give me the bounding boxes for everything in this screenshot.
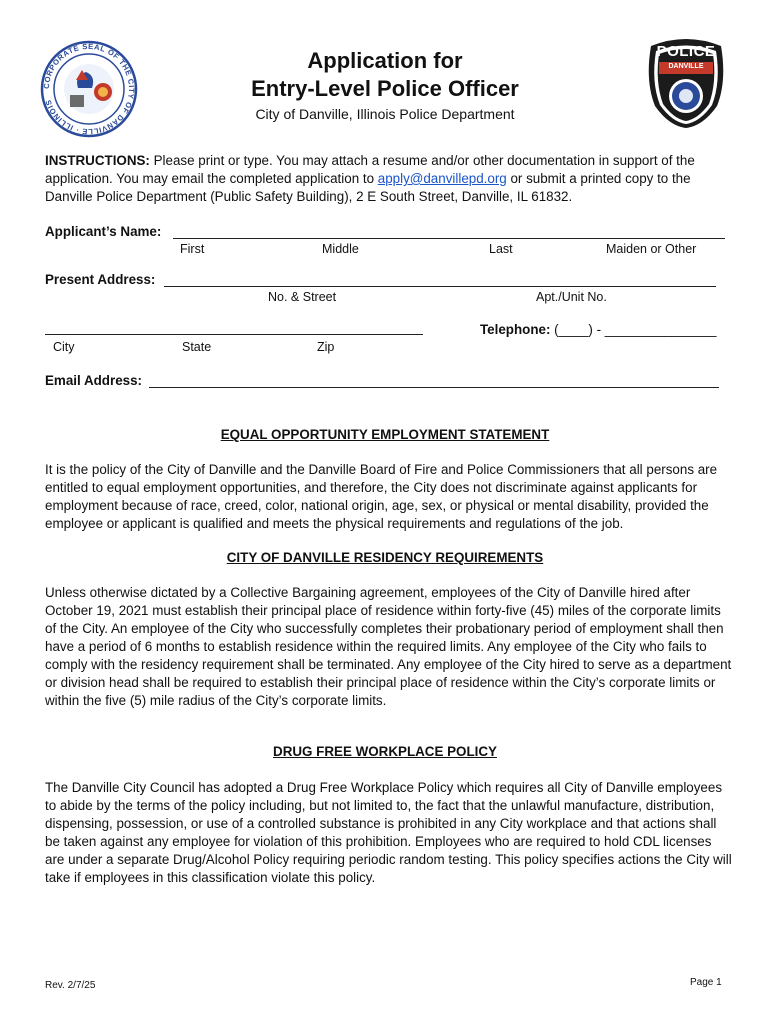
email-address-field[interactable] — [149, 387, 719, 388]
application-email-link[interactable]: apply@danvillepd.org — [377, 171, 507, 186]
svg-text:CORPORATE SEAL OF THE CITY OF: CORPORATE SEAL OF THE CITY OF DANVILLE · ILLINOIS — [41, 41, 137, 137]
drug-free-paragraph: The Danville City Council has adopted a Drug Free Workplace Policy which requires all City of Danville employees to abide by the terms of the policy including, but not limited to, the fact that the unlawful manufacture, distribution, dispensing, possession, or use of a controlled substance is prohibited in any City workplace and that actions shall be taken against any employee for violation of this prohibition. Employees who are required to hold CDL licenses are under a separate Drug/Alcohol Policy requiring periodic random testing. This policy specifies actions the City will take if employees in this classification violate this policy. — [45, 780, 732, 885]
city-caption: City — [53, 340, 75, 354]
residency-heading: CITY OF DANVILLE RESIDENCY REQUIREMENTS — [226, 550, 544, 565]
applicant-name-field[interactable] — [173, 238, 725, 239]
revision-date: Rev. 2/7/25 — [45, 980, 96, 991]
name-maiden-caption: Maiden or Other — [606, 242, 697, 256]
state-caption: State — [182, 340, 212, 354]
page-title-line2: Entry-Level Police Officer — [251, 76, 519, 101]
instructions-label: INSTRUCTIONS: — [45, 153, 150, 168]
telephone-field[interactable]: (____) - _______________ — [554, 322, 717, 337]
badge-title: POLICE — [656, 43, 716, 60]
telephone-row — [480, 322, 717, 337]
instructions-text: Please print or type. You may attach a resume and/or other documentation in support of the application. You may email the completed application to — [45, 153, 695, 186]
eeo-paragraph: It is the policy of the City of Danville and the Danville Board of Fire and Police Commissioners that all persons are entitled to equal employment opportunities, and therefore, the City does not discriminate against applicants for employment because of race, creed, color, national origin, age, sex, or physical or mental disability, provided the employee or applicant is qualified and meets the physical requirements and regulations of the job. — [45, 462, 718, 531]
drug-free-heading: DRUG FREE WORKPLACE POLICY — [273, 744, 497, 759]
residency-paragraph: Unless otherwise dictated by a Collective Bargaining agreement, employees of the City of Danville hired after October 19, 2021 must establish their principal place of residence within forty-five (45) miles of the corporate limits of the City. An employee of the City who successfully completes their probationary period of employment shall then have a period of 6 months to establish residence within the required limits. Any employee of the City who fails to comply with the residency requirement shall be terminated. Any employee of the City hired to serve as a department or division head shall be required to establish their principal place of residence within the City’s corporate limits or within the five (5) mile radius of the City’s corporate limits. — [45, 585, 732, 708]
email-address-label: Email Address: — [45, 373, 142, 388]
name-first-caption: First — [180, 242, 205, 256]
instructions-paragraph — [45, 152, 733, 206]
page-number: Page 1 — [690, 977, 722, 988]
present-address-label: Present Address: — [45, 272, 156, 287]
page-title-line1: Application for — [307, 48, 463, 73]
city-state-zip-field[interactable] — [45, 334, 423, 335]
telephone-label: Telephone: — [480, 322, 551, 337]
address-street-caption: No. & Street — [268, 290, 337, 304]
zip-caption: Zip — [317, 340, 335, 354]
badge-subtitle: DANVILLE — [668, 63, 704, 70]
page-subtitle: City of Danville, Illinois Police Department — [255, 106, 515, 122]
name-last-caption: Last — [489, 242, 513, 256]
present-address-field[interactable] — [164, 286, 716, 287]
name-middle-caption: Middle — [322, 242, 359, 256]
address-apt-caption: Apt./Unit No. — [536, 290, 607, 304]
applicant-name-label: Applicant’s Name: — [45, 224, 162, 239]
eeo-heading: EQUAL OPPORTUNITY EMPLOYMENT STATEMENT — [220, 427, 550, 442]
instructions-text-2: or submit a printed copy to the Danville Police Department (Public Safety Building), 2 E South Street, Danville, IL 61832. — [45, 171, 691, 204]
